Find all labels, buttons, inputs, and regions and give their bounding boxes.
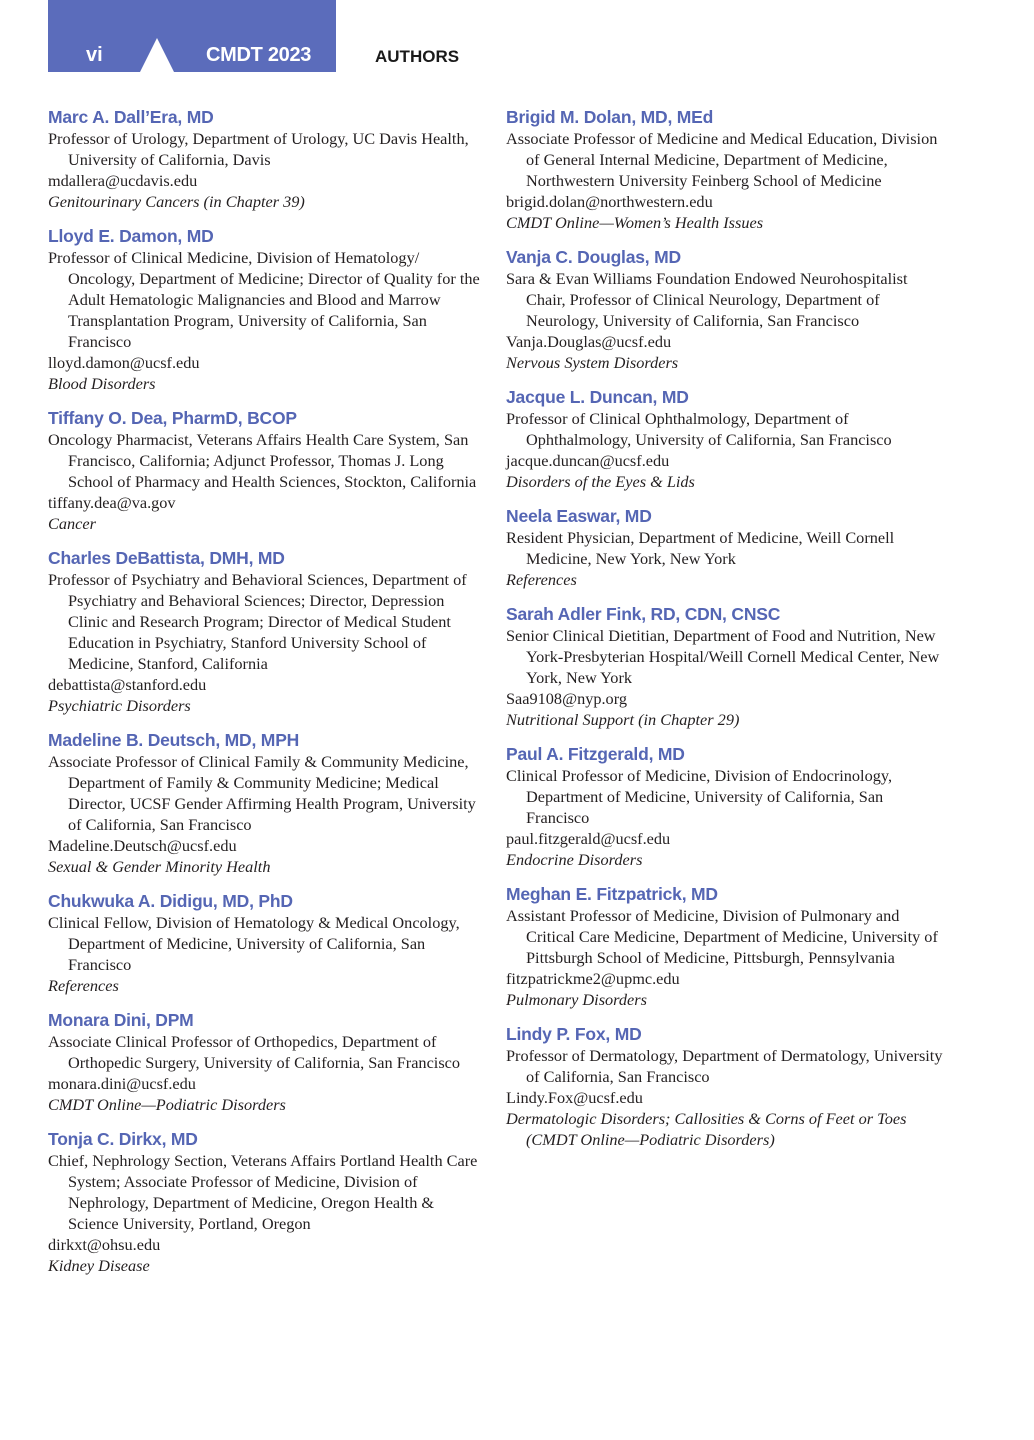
author-email: debattista@stanford.edu	[48, 675, 207, 694]
author-entry	[48, 1009, 488, 1115]
author-chapter: Kidney Disease	[48, 1256, 150, 1275]
header-notch-decoration	[140, 38, 174, 72]
author-entry	[506, 386, 946, 492]
author-entry	[48, 729, 488, 877]
author-affiliation: Clinical Professor of Medicine, Division of Endocrinology, Department of Medicine, University of California, San Francisco	[506, 766, 893, 827]
author-affiliation: Associate Professor of Medicine and Medical Education, Division of General Internal Medicine, Department of Medicine, Northwestern University Feinberg School of Medicine	[506, 129, 938, 190]
author-affiliation: Oncology Pharmacist, Veterans Affairs Health Care System, San Francisco, California; Adjunct Professor, Thomas J. Long School of Pharmacy and Health Sciences, Stockton, California	[48, 430, 477, 491]
author-affiliation: Professor of Clinical Medicine, Division of Hematology/ Oncology, Department of Medicine; Director of Quality for the Adult Hematologic Malignancies and Blood and Marrow Transplantation Program, University of California, San Francisco	[48, 248, 480, 351]
author-affiliation: Professor of Dermatology, Department of Dermatology, University of California, San Francisco	[506, 1046, 943, 1086]
author-chapter: Sexual & Gender Minority Health	[48, 857, 271, 876]
author-name: Sarah Adler Fink, RD, CDN, CNSC	[506, 604, 781, 624]
author-chapter: Nervous System Disorders	[506, 353, 679, 372]
author-chapter: Dermatologic Disorders; Callosities & Corns of Feet or Toes (CMDT Online—Podiatric Disorders)	[506, 1109, 907, 1149]
author-chapter: Cancer	[48, 514, 96, 533]
author-chapter: Psychiatric Disorders	[48, 696, 191, 715]
author-entry	[48, 890, 488, 996]
author-name: Paul A. Fitzgerald, MD	[506, 744, 685, 764]
author-email: lloyd.damon@ucsf.edu	[48, 353, 200, 372]
author-chapter: References	[506, 570, 577, 589]
author-entry	[506, 106, 946, 233]
author-affiliation: Assistant Professor of Medicine, Division of Pulmonary and Critical Care Medicine, Department of Medicine, University of Pittsburgh School of Medicine, Pittsburgh, Pennsylvania	[506, 906, 938, 967]
author-name: Neela Easwar, MD	[506, 506, 652, 526]
author-entry	[48, 1128, 488, 1276]
author-entry	[48, 225, 488, 394]
author-entry	[506, 1023, 946, 1150]
author-chapter: Nutritional Support (in Chapter 29)	[506, 710, 740, 729]
author-affiliation: Professor of Psychiatry and Behavioral Sciences, Department of Psychiatry and Behavioral Sciences; Director, Depression Clinic and Research Program; Director of Medical Student Education in Psychiatry, Stanford University School of Medicine, Stanford, California	[48, 570, 467, 673]
author-entry	[48, 106, 488, 212]
author-entry	[506, 505, 946, 590]
author-affiliation: Associate Clinical Professor of Orthopedics, Department of Orthopedic Surgery, University of California, San Francisco	[48, 1032, 461, 1072]
page-number: vi	[86, 44, 103, 66]
author-email: dirkxt@ohsu.edu	[48, 1235, 161, 1254]
author-chapter: Endocrine Disorders	[506, 850, 643, 869]
author-email: fitzpatrickme2@upmc.edu	[506, 969, 680, 988]
author-name: Brigid M. Dolan, MD, MEd	[506, 107, 714, 127]
author-email: Vanja.Douglas@ucsf.edu	[506, 332, 672, 351]
author-email: paul.fitzgerald@ucsf.edu	[506, 829, 671, 848]
author-chapter: Pulmonary Disorders	[506, 990, 647, 1009]
author-affiliation: Chief, Nephrology Section, Veterans Affairs Portland Health Care System; Associate Professor of Medicine, Division of Nephrology, Department of Medicine, Oregon Health & Science University, Portland, Oregon	[48, 1151, 478, 1233]
author-entry	[506, 743, 946, 870]
author-chapter: Blood Disorders	[48, 374, 156, 393]
author-name: Chukwuka A. Didigu, MD, PhD	[48, 891, 293, 911]
right-column	[506, 106, 946, 1163]
section-title: AUTHORS	[375, 47, 460, 66]
author-chapter: CMDT Online—Women’s Health Issues	[506, 213, 764, 232]
author-affiliation: Clinical Fellow, Division of Hematology & Medical Oncology, Department of Medicine, University of California, San Francisco	[48, 913, 460, 974]
author-name: Vanja C. Douglas, MD	[506, 247, 681, 267]
author-name: Marc A. Dall’Era, MD	[48, 107, 214, 127]
author-name: Lloyd E. Damon, MD	[48, 226, 214, 246]
left-column	[48, 106, 488, 1289]
author-affiliation: Professor of Clinical Ophthalmology, Department of Ophthalmology, University of California, San Francisco	[506, 409, 892, 449]
author-email: brigid.dolan@northwestern.edu	[506, 192, 713, 211]
author-name: Tonja C. Dirkx, MD	[48, 1129, 198, 1149]
author-name: Madeline B. Deutsch, MD, MPH	[48, 730, 300, 750]
author-name: Meghan E. Fitzpatrick, MD	[506, 884, 718, 904]
author-affiliation: Sara & Evan Williams Foundation Endowed Neurohospitalist Chair, Professor of Clinical Neurology, Department of Neurology, University of California, San Francisco	[506, 269, 908, 330]
author-chapter: Genitourinary Cancers (in Chapter 39)	[48, 192, 305, 211]
author-affiliation: Associate Professor of Clinical Family & Community Medicine, Department of Family & Community Medicine; Medical Director, UCSF Gender Affirming Health Program, University of California, San Francisco	[48, 752, 476, 834]
author-name: Lindy P. Fox, MD	[506, 1024, 642, 1044]
author-name: Monara Dini, DPM	[48, 1010, 194, 1030]
author-email: monara.dini@ucsf.edu	[48, 1074, 196, 1093]
author-name: Jacque L. Duncan, MD	[506, 387, 689, 407]
author-email: Saa9108@nyp.org	[506, 689, 627, 708]
author-chapter: CMDT Online—Podiatric Disorders	[48, 1095, 286, 1114]
author-entry	[506, 883, 946, 1010]
author-email: Lindy.Fox@ucsf.edu	[506, 1088, 643, 1107]
author-entry	[48, 407, 488, 534]
author-affiliation: Senior Clinical Dietitian, Department of Food and Nutrition, New York-Presbyterian Hospital/Weill Cornell Medical Center, New York, New York	[506, 626, 940, 687]
author-email: mdallera@ucdavis.edu	[48, 171, 198, 190]
author-affiliation: Resident Physician, Department of Medicine, Weill Cornell Medicine, New York, New York	[506, 528, 895, 568]
author-entry	[48, 547, 488, 716]
author-entry	[506, 246, 946, 373]
author-chapter: Disorders of the Eyes & Lids	[506, 472, 695, 491]
author-email: tiffany.dea@va.gov	[48, 493, 176, 512]
author-name: Charles DeBattista, DMH, MD	[48, 548, 285, 568]
author-name: Tiffany O. Dea, PharmD, BCOP	[48, 408, 297, 428]
author-chapter: References	[48, 976, 119, 995]
author-affiliation: Professor of Urology, Department of Urology, UC Davis Health, University of California, Davis	[48, 129, 469, 169]
author-email: jacque.duncan@ucsf.edu	[506, 451, 670, 470]
author-entry	[506, 603, 946, 730]
book-title: CMDT 2023	[206, 44, 312, 66]
author-email: Madeline.Deutsch@ucsf.edu	[48, 836, 237, 855]
